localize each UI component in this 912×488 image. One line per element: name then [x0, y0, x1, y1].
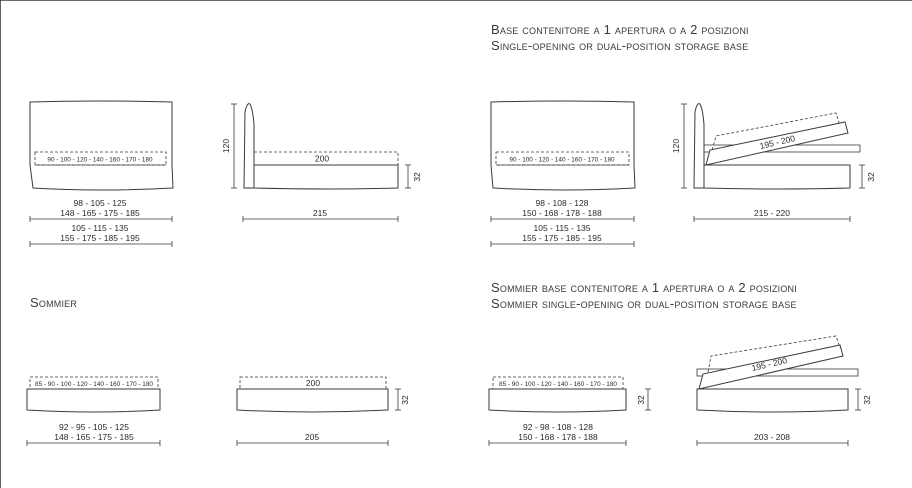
- heading-sommier-storage-italian: Sommier base contenitore a 1 apertura o a 2 posizioni: [491, 280, 797, 295]
- storage-sommier-front-mattress-widths: 85 - 90 - 100 - 120 - 140 - 160 - 170 - 180: [499, 381, 617, 388]
- storage-sommier-front-widths-1: 92 - 98 - 108 - 128: [523, 422, 593, 432]
- storage-bed-front-headboard: [491, 101, 635, 190]
- bed-front-view: [30, 101, 173, 247]
- storage-bed-front-widths-1: 98 - 108 - 128: [535, 198, 589, 208]
- storage-bed-side-base-height: 32: [866, 172, 876, 182]
- sommier-side-view: [237, 377, 410, 446]
- sommier-front-base: [27, 389, 160, 412]
- sommier-side-base-height: 32: [400, 395, 410, 405]
- bed-side-headboard: [244, 104, 254, 188]
- storage-bed-side-frame: [704, 165, 850, 189]
- storage-bed-front-mattress-widths: 90 - 100 - 120 - 140 - 160 - 170 - 180: [509, 156, 615, 164]
- heading-sommier: Sommier: [30, 295, 78, 310]
- bed-front-widths-2: 148 - 165 - 175 - 185: [60, 208, 140, 218]
- storage-sommier-front-view: [489, 377, 651, 446]
- sommier-front-widths-2: 148 - 165 - 175 - 185: [54, 432, 134, 442]
- heading-storage-english: Single-opening or dual-position storage base: [491, 38, 749, 53]
- bed-front-headboard: [30, 101, 173, 190]
- heading-sommier-storage-english: Sommier single-opening or dual-position storage base: [491, 296, 797, 311]
- bed-side-base-height: 32: [412, 172, 422, 182]
- storage-bed-front-widths-3: 105 - 115 - 135: [533, 223, 591, 233]
- storage-sommier-side-mattress-length: 195 - 200: [750, 355, 788, 373]
- sommier-side-total-length: 205: [304, 432, 320, 442]
- sommier-front-mattress-widths: 85 - 90 - 100 - 120 - 140 - 160 - 170 - 180: [35, 381, 153, 388]
- bed-front-widths-4: 155 - 175 - 185 - 195: [60, 233, 140, 243]
- sommier-side-base: [237, 389, 388, 412]
- storage-bed-side-headboard: [694, 104, 704, 188]
- bed-side-total-length: 215: [312, 208, 328, 218]
- bed-front-widths-1: 98 - 105 - 125: [73, 198, 127, 208]
- storage-bed-front-view: [491, 101, 635, 247]
- bed-front-widths-3: 105 - 115 - 135: [71, 223, 129, 233]
- heading-storage-italian: Base contenitore a 1 apertura o a 2 posizioni: [491, 22, 749, 37]
- storage-bed-side-headboard-height: 120: [671, 138, 681, 154]
- storage-sommier-side-base-height: 32: [862, 395, 872, 405]
- storage-sommier-front-base-height: 32: [636, 395, 646, 405]
- bed-side-frame: [254, 165, 398, 189]
- storage-bed-front-widths-2: 150 - 168 - 178 - 188: [522, 208, 602, 218]
- bed-side-view: [221, 104, 422, 222]
- sommier-front-view: [27, 377, 160, 446]
- storage-bed-side-view: [671, 104, 876, 222]
- storage-bed-side-mattress-length: 195 - 200: [758, 133, 796, 151]
- bed-side-headboard-height: 120: [221, 138, 231, 154]
- bed-side-mattress-length: 200: [314, 153, 330, 164]
- storage-sommier-front-base: [489, 389, 626, 412]
- storage-sommier-side-base: [697, 389, 848, 412]
- bed-front-mattress-widths: 90 - 100 - 120 - 140 - 160 - 170 - 180: [47, 156, 153, 164]
- storage-bed-front-widths-4: 155 - 175 - 185 - 195: [522, 233, 602, 243]
- storage-bed-side-total-length: 215 - 220: [754, 208, 790, 218]
- sommier-side-mattress-length: 200: [305, 378, 321, 388]
- sommier-front-widths-1: 92 - 95 - 105 - 125: [59, 422, 129, 432]
- storage-sommier-side-total-length: 203 - 208: [754, 432, 790, 442]
- storage-sommier-front-widths-2: 150 - 168 - 178 - 188: [518, 432, 598, 442]
- storage-sommier-side-view: [697, 336, 872, 446]
